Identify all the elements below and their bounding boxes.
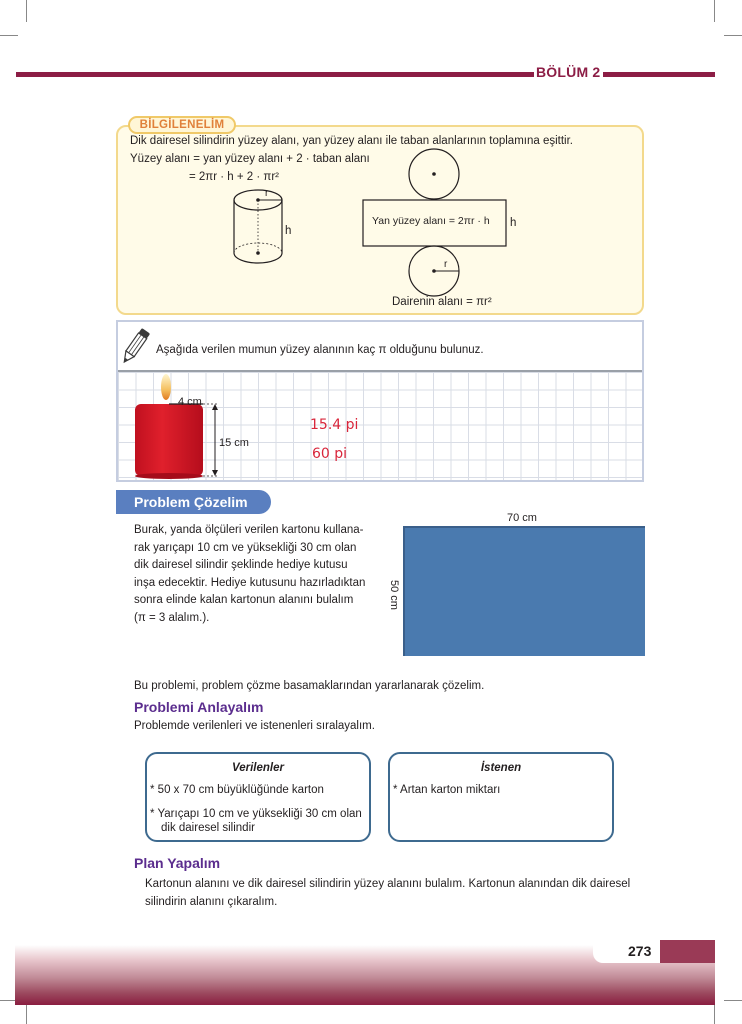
steps-intro: Bu problemi, problem çözme basamaklarından yararlanarak çözelim.: [134, 680, 485, 692]
pencil-icon: [120, 326, 152, 368]
wanted-card: [388, 752, 614, 842]
given-item: * Yarıçapı 10 cm ve yüksekliği 30 cm olan: [150, 808, 362, 820]
info-definition: Dik dairesel silindirin yüzey alanı, yan yüzey alanı ile taban alanlarının toplamına eşittir.: [130, 135, 573, 147]
plan-text: silindirin alanını çıkaralım.: [145, 896, 278, 908]
plan-text: Kartonun alanını ve dik dairesel silindirin yüzey alanını bulalım. Kartonun alanından dik dairesel: [145, 878, 631, 890]
page-tab: [660, 940, 715, 963]
understand-heading: Problemi Anlayalım: [134, 699, 264, 715]
activity-prompt: Aşağıda verilen mumun yüzey alanının kaç π olduğunu bulunuz.: [156, 344, 484, 356]
given-card: [145, 752, 371, 842]
problem-line: rak yarıçapı 10 cm ve yüksekliği 30 cm olan: [134, 541, 357, 554]
cylinder-height-label: h: [285, 225, 292, 237]
problem-line: Burak, yanda ölçüleri verilen kartonu kullana-: [134, 524, 364, 536]
surface-area-formula: Yüzey alanı = yan yüzey alanı + 2 · taban alanı: [130, 153, 370, 165]
crop-mark: [0, 35, 18, 36]
problem-line: sonra elinde kalan kartonun alanını bulalım: [134, 594, 354, 606]
activity-header: [118, 322, 642, 372]
crop-mark: [26, 0, 27, 22]
problem-line: dik dairesel silindir şeklinde hediye kutusu: [134, 559, 348, 571]
crop-mark: [724, 35, 742, 36]
candle-body: [135, 404, 203, 476]
candle-height-label: 15 cm: [219, 437, 249, 449]
surface-area-formula-expanded: = 2πr · h + 2 · πr²: [189, 171, 280, 183]
header-rule: [603, 72, 715, 77]
given-title: Verilenler: [232, 762, 284, 774]
net-radius-label: r: [444, 259, 448, 270]
board-width-label: 70 cm: [507, 512, 537, 524]
chapter-title: BÖLÜM 2: [536, 64, 601, 80]
cylinder-radius-label: r: [265, 188, 269, 199]
wanted-title: İstenen: [480, 762, 522, 774]
cardboard-rectangle: [403, 526, 645, 656]
answer-text: 60 pi: [312, 446, 348, 462]
problem-paragraph: [134, 522, 394, 627]
problem-banner: Problem Çözelim: [116, 490, 271, 514]
crop-mark: [26, 1005, 27, 1024]
board-height-label: 50 cm: [388, 580, 400, 610]
wanted-item: * Artan karton miktarı: [393, 784, 501, 796]
circle-area-label: Dairenin alanı = πr²: [392, 296, 492, 308]
header-rule: [16, 72, 534, 77]
crop-mark: [714, 1005, 715, 1024]
answer-text: 15.4 pi: [310, 417, 359, 433]
page-number: 273: [628, 943, 652, 959]
flame: [161, 374, 171, 400]
crop-mark: [724, 1000, 742, 1001]
lateral-area-label: Yan yüzey alanı = 2πr · h: [372, 215, 490, 227]
problem-line: (π = 3 alalım.).: [134, 611, 210, 624]
net-height-label: h: [510, 217, 517, 229]
candle-radius-label: 4 cm: [178, 396, 202, 408]
understand-text: Problemde verilenleri ve istenenleri sıralayalım.: [134, 720, 375, 732]
crop-mark: [714, 0, 715, 22]
info-box-tab: BİLGİLENELİM: [128, 116, 236, 134]
given-item: * 50 x 70 cm büyüklüğünde karton: [150, 784, 324, 796]
plan-heading: Plan Yapalım: [134, 855, 221, 871]
candle-image: [135, 372, 245, 480]
given-item: dik dairesel silindir: [161, 822, 255, 834]
problem-line: inşa edecektir. Hediye kutusunu hazırladıktan: [134, 576, 366, 589]
